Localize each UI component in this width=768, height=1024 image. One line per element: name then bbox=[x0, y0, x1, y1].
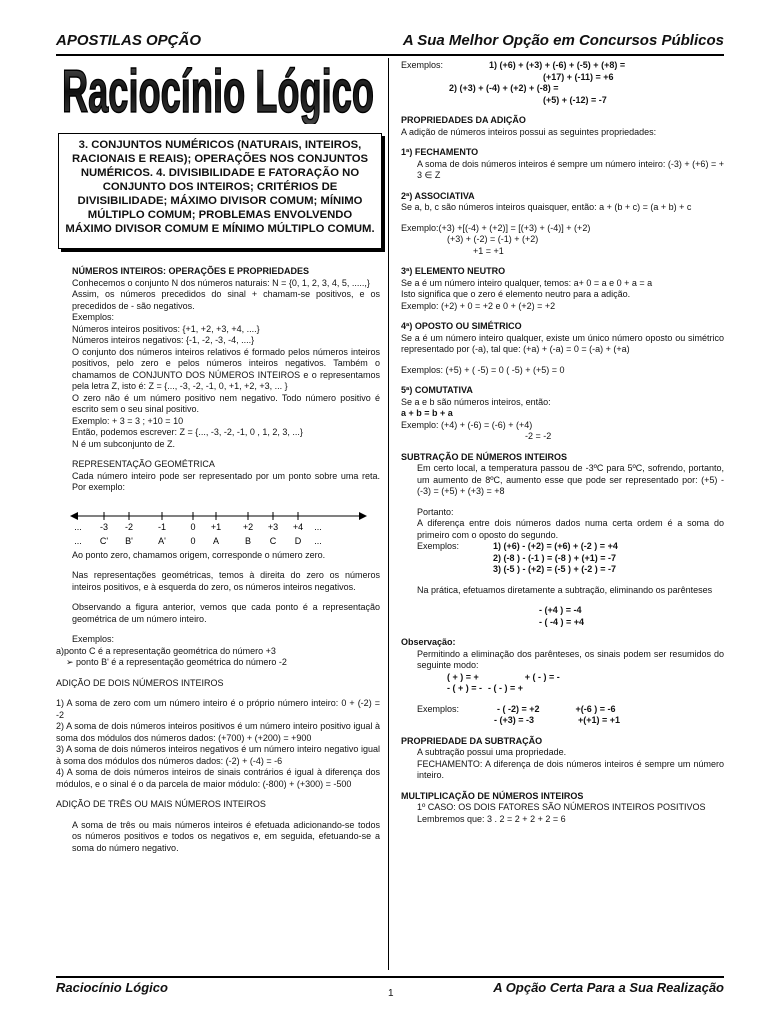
page-header bbox=[56, 32, 724, 56]
paragraph: A soma de dois números inteiros é sempre um número inteiro: (-3) + (+6) = + 3 ∈ Z bbox=[417, 158, 724, 180]
tick-label: +3 bbox=[267, 521, 279, 532]
heading-observacao: Observação: bbox=[401, 637, 456, 647]
heading-representacao: REPRESENTAÇÃO GEOMÉTRICA bbox=[72, 459, 215, 469]
example-row bbox=[401, 60, 724, 72]
page-number: 1 bbox=[388, 988, 394, 999]
math: (+17) + (-11) = +6 bbox=[543, 71, 614, 82]
footer-left: Raciocínio Lógico bbox=[56, 980, 168, 995]
math: - (+4 ) = -4 bbox=[539, 605, 582, 615]
heading-elemento-neutro: 3ª) ELEMENTO NEUTRO bbox=[401, 266, 506, 276]
paragraph: a)ponto C é a representação geométrica do número +3 bbox=[56, 645, 276, 656]
tick-label: +1 bbox=[210, 521, 222, 532]
heading-propriedades: PROPRIEDADES DA ADIÇÃO bbox=[401, 115, 526, 125]
logo-title bbox=[58, 58, 378, 124]
math: + ( - ) = - bbox=[524, 671, 560, 682]
math: - ( -4 ) = +4 bbox=[539, 616, 585, 627]
paragraph: Nas representações geométricas, temos à direita do zero os números inteiros positivos, e à esquerda do zero, os números inteiros negativos. bbox=[72, 570, 380, 592]
label: Exemplos: bbox=[417, 703, 460, 714]
math: - (+3) = -3 bbox=[494, 715, 535, 725]
heading-inteiros: NÚMEROS INTEIROS: OPERAÇÕES E PROPRIEDADES bbox=[72, 266, 310, 276]
paragraph: 3) A soma de dois números inteiros negativos é um número inteiro negativo igual à soma dos módulos dos números dados: (-2) + (-4) = -6 bbox=[56, 744, 380, 766]
paragraph: 1º CASO: OS DOIS FATORES SÃO NÚMEROS INTEIROS POSITIVOS bbox=[417, 802, 706, 812]
right-column bbox=[401, 60, 724, 825]
tick-label: -3 bbox=[99, 521, 109, 532]
paragraph: 1) A soma de zero com um número inteiro é o próprio número inteiro: 0 + (-2) = -2 bbox=[56, 698, 380, 720]
point-label: ... bbox=[314, 535, 322, 546]
heading-associativa: 2ª) ASSOCIATIVA bbox=[401, 190, 475, 201]
paragraph: A soma de três ou mais números inteiros é efetuada adicionando-se todos os números positivos e todos os negativos e, em seguida, efetuando-se a soma do número negativo. bbox=[72, 819, 380, 853]
paragraph: Na prática, efetuamos diretamente a subtração, eliminando os parênteses bbox=[417, 584, 713, 595]
point-label: D bbox=[294, 535, 302, 546]
point-label: C' bbox=[99, 535, 109, 546]
paragraph bbox=[56, 657, 380, 669]
paragraph: Se a e b são números inteiros, então: bbox=[401, 396, 551, 407]
point-label: ... bbox=[74, 535, 82, 546]
label: Exemplos: bbox=[401, 60, 444, 70]
example-row bbox=[401, 704, 724, 716]
paragraph: Observando a figura anterior, vemos que cada ponto é a representação geométrica de um número inteiro. bbox=[72, 602, 380, 624]
paragraph: Exemplo: + 3 = 3 ; +10 = 10 bbox=[72, 415, 184, 426]
tick-label: +4 bbox=[292, 521, 304, 532]
paragraph: 4) A soma de dois números inteiros de sinais contrários é igual à diferença dos módulos, e o sinal é o da parcela de maior módulo: (-800) + (+300) = -500 bbox=[56, 767, 380, 789]
arrow-bullet-icon: ➢ bbox=[66, 657, 77, 667]
paragraph: Exemplos: bbox=[72, 634, 115, 644]
paragraph: O conjunto dos números inteiros relativos é formado pelos números inteiros positivos, pelo zero e pelos números inteiros negativos. Também o chamamos de CONJUNTO DOS NÚMEROS INTEIROS e o representamos pela letra Z, isto é: Z = {..., -3, -2, -1, 0, +1, +2, +3, ... } bbox=[72, 346, 380, 391]
number-line-figure bbox=[56, 494, 380, 550]
paragraph: Permitindo a eliminação dos parênteses, os sinais podem ser resumidos do seguinte modo: bbox=[417, 648, 724, 670]
footer-right: A Opção Certa Para a Sua Realização bbox=[493, 980, 724, 995]
math: 1) (+6) + (+3) + (-6) + (-5) + (+8) = bbox=[489, 60, 626, 70]
math: +1 = +1 bbox=[473, 245, 504, 256]
math: +(+1) = +1 bbox=[578, 715, 621, 725]
paragraph: A adição de números inteiros possui as seguintes propriedades: bbox=[401, 126, 657, 137]
math: - ( + ) = - bbox=[447, 683, 483, 693]
paragraph: A subtração possui uma propriedade. bbox=[417, 747, 567, 757]
heading-propriedade-subtracao: PROPRIEDADE DA SUBTRAÇÃO bbox=[401, 735, 543, 746]
paragraph: a + b = b + a bbox=[401, 408, 453, 418]
math: - ( -2) = +2 bbox=[497, 703, 540, 714]
math: -2 = -2 bbox=[525, 431, 552, 441]
page-footer bbox=[56, 976, 724, 1002]
header-right: A Sua Melhor Opção em Concursos Públicos bbox=[402, 32, 724, 49]
sign-row bbox=[401, 683, 724, 695]
math: 3) (-5 ) - (+2) = (-5 ) + (-2 ) = -7 bbox=[493, 564, 617, 574]
heading-multiplicacao: MULTIPLICAÇÃO DE NÚMEROS INTEIROS bbox=[401, 790, 584, 801]
heading-subtracao: SUBTRAÇÃO DE NÚMEROS INTEIROS bbox=[401, 451, 568, 462]
left-column bbox=[56, 266, 380, 854]
paragraph-text: ponto B' é a representação geométrica do número -2 bbox=[76, 657, 287, 667]
label: Exemplos: bbox=[417, 541, 460, 551]
paragraph: Assim, os números precedidos do sinal + chamam-se positivos, e os precedidos de - são negativos. bbox=[72, 289, 380, 311]
math: ( + ) = + bbox=[447, 671, 479, 682]
heading-comutativa: 5ª) COMUTATIVA bbox=[401, 385, 473, 395]
example-row bbox=[401, 715, 724, 727]
math: 2) (+3) + (-4) + (+2) + (-8) = bbox=[449, 83, 559, 93]
paragraph: Em certo local, a temperatura passou de -3ºC para 5ºC, sofrendo, portanto, um aumento de 8ºC, aumento esse que pode ser representado por: (+5) - (-3) = (+5) + (+3) = +8 bbox=[417, 463, 724, 496]
math: (+5) + (-12) = -7 bbox=[543, 94, 607, 105]
paragraph: Números inteiros positivos: {+1, +2, +3, +4, ....} bbox=[72, 323, 260, 334]
paragraph: FECHAMENTO: A diferença de dois números inteiros é sempre um número inteiro. bbox=[417, 758, 724, 780]
paragraph: 2) A soma de dois números inteiros positivos é um número inteiro positivo igual à soma dos módulos dos números dados: (+700) + (+200) = +900 bbox=[56, 721, 380, 743]
point-label: C bbox=[269, 535, 277, 546]
paragraph: Ao ponto zero, chamamos origem, corresponde o número zero. bbox=[72, 549, 326, 560]
number-line bbox=[56, 494, 380, 550]
math: 1) (+6) - (+2) = (+6) + (-2 ) = +4 bbox=[493, 541, 618, 551]
paragraph: Então, podemos escrever: Z = {..., -3, -2, -1, 0 , 1, 2, 3, ...} bbox=[72, 427, 303, 437]
paragraph: Exemplos: bbox=[72, 312, 115, 322]
math: +(-6 ) = -6 bbox=[575, 703, 616, 714]
paragraph: Se a é um número inteiro qualquer, temos: a+ 0 = a e 0 + a = a bbox=[401, 277, 653, 288]
tick-label: 0 bbox=[190, 521, 196, 532]
math: Exemplo: (+4) + (-6) = (-6) + (+4) bbox=[401, 419, 533, 430]
heading-adicao-dois: ADIÇÃO DE DOIS NÚMEROS INTEIROS bbox=[56, 677, 224, 688]
paragraph: N é um subconjunto de Z. bbox=[72, 438, 176, 449]
header-left: APOSTILAS OPÇÃO bbox=[56, 32, 202, 49]
point-label: A bbox=[212, 535, 220, 546]
math: - ( - ) = + bbox=[488, 683, 524, 693]
tick-label: ... bbox=[74, 521, 82, 532]
logo-text: Raciocínio Lógico bbox=[62, 58, 374, 124]
paragraph: Se a, b, c são números inteiros quaisquer, então: a + (b + c) = (a + b) + c bbox=[401, 202, 692, 212]
title-box: 3. CONJUNTOS NUMÉRICOS (NATURAIS, INTEIROS, RACIONAIS E REAIS); OPERAÇÕES NOS CONJUNTOS NUMÉRICOS. 4. DIVISIBILIDADE E FATORAÇÃO NO CONJUNTO DOS INTEIROS; CRITÉRIOS DE DIVISIBILIDADE; MÁXIMO DIVISOR COMUM; MÍNIMO MÚLTIPLO COMUM; PROBLEMAS ENVOLVENDO MÁXIMO DIVISOR COMUM E MÍNIMO MÚLTIPLO COMUM. bbox=[58, 133, 382, 249]
tick-label: +2 bbox=[242, 521, 254, 532]
tick-label: -2 bbox=[124, 521, 134, 532]
heading-adicao-tres: ADIÇÃO DE TRÊS OU MAIS NÚMEROS INTEIROS bbox=[56, 799, 266, 809]
example-row bbox=[401, 541, 724, 553]
heading-fechamento: 1ª) FECHAMENTO bbox=[401, 147, 479, 157]
heading-oposto: 4ª) OPOSTO OU SIMÉTRICO bbox=[401, 321, 522, 331]
paragraph: Se a é um número inteiro qualquer, existe um único número oposto ou simétrico representado por (-a), tal que: (+a) + (-a) = 0 = (-a) + (+a) bbox=[401, 332, 724, 354]
point-label: 0 bbox=[190, 535, 196, 546]
column-divider bbox=[388, 58, 389, 970]
paragraph: Isto significa que o zero é elemento neutro para a adição. bbox=[401, 289, 631, 299]
point-label: B bbox=[244, 535, 252, 546]
math: 2) (-8 ) - (-1 ) = (-8 ) + (+1) = -7 bbox=[493, 552, 617, 563]
paragraph: Conhecemos o conjunto N dos números naturais: N = {0, 1, 2, 3, 4, 5, .....,} bbox=[72, 277, 370, 288]
paragraph: A diferença entre dois números dados numa certa ordem é a soma do primeiro com o oposto do segundo. bbox=[417, 518, 724, 540]
point-label: A' bbox=[158, 535, 166, 546]
tick-label: -1 bbox=[157, 521, 167, 532]
math: (+3) + (-2) = (-1) + (+2) bbox=[447, 234, 539, 244]
paragraph: Exemplo: (+2) + 0 = +2 e 0 + (+2) = +2 bbox=[401, 300, 556, 311]
sign-row bbox=[401, 672, 724, 684]
tick-label: ... bbox=[314, 521, 322, 532]
paragraph: Lembremos que: 3 . 2 = 2 + 2 + 2 = 6 bbox=[417, 813, 566, 824]
paragraph: Cada número inteiro pode ser representado por um ponto sobre uma reta. Por exemplo: bbox=[72, 470, 380, 492]
math: Exemplo:(+3) +[(-4) + (+2)] = [(+3) + (-4)] + (+2) bbox=[401, 222, 591, 233]
math: Exemplos: (+5) + ( -5) = 0 ( -5) + (+5) = 0 bbox=[401, 364, 565, 375]
paragraph: Números inteiros negativos: {-1, -2, -3, -4, ....} bbox=[72, 335, 255, 345]
paragraph: O zero não é um número positivo nem negativo. Todo número positivo é escrito sem o seu sinal positivo. bbox=[72, 392, 380, 414]
paragraph: Portanto: bbox=[417, 506, 454, 517]
point-label: B' bbox=[125, 535, 133, 546]
